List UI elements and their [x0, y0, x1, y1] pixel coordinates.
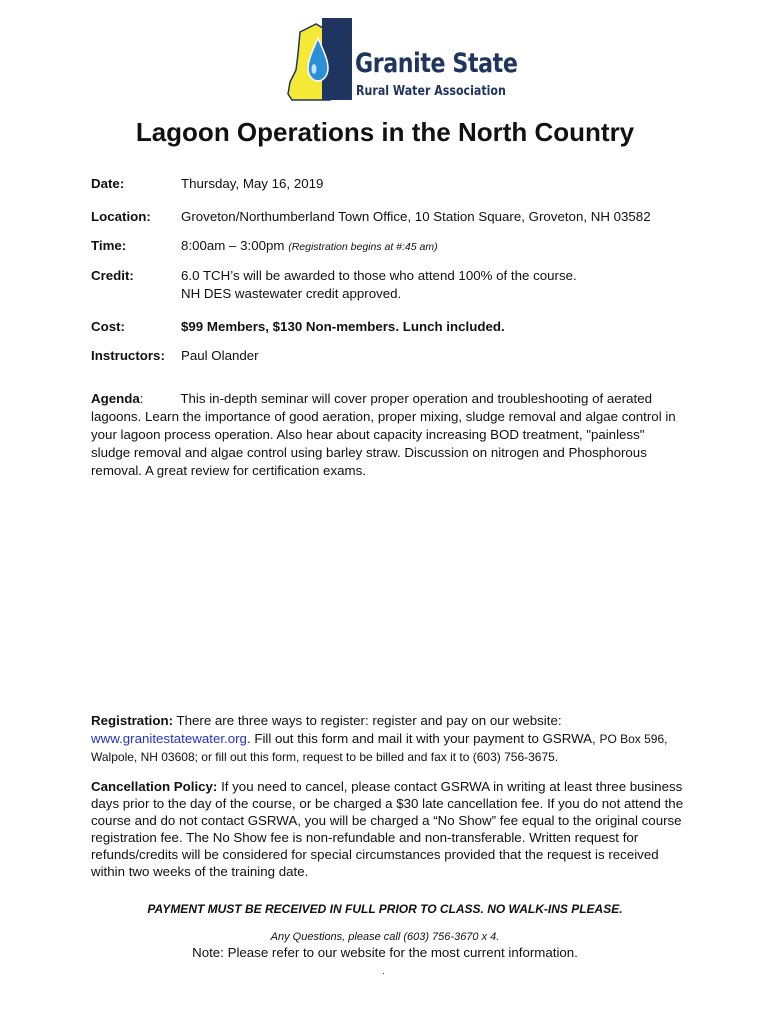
location-value: Groveton/Northumberland Town Office, 10 Station Square, Groveton, NH 03582 — [181, 209, 651, 224]
website-link[interactable]: www.granitestatewater.org — [91, 731, 247, 746]
time-label: Time: — [91, 238, 127, 253]
instructors-label: Instructors: — [91, 348, 165, 363]
trailing-mark: . — [382, 966, 385, 977]
page-title: Lagoon Operations in the North Country — [135, 117, 635, 147]
credit-label: Credit: — [91, 268, 134, 283]
cost-label: Cost: — [91, 319, 125, 334]
registration-text-3: Walpole, NH 03608; or fill out this form, request to be billed and fax it to (603) 756-3675. — [91, 750, 559, 764]
logo-subtitle: Rural Water Association — [356, 84, 506, 99]
time-value-wrap — [181, 237, 438, 256]
questions-line: Any Questions, please call (603) 756-3670 x 4. — [270, 931, 500, 943]
instructors-value: Paul Olander — [181, 348, 259, 363]
time-note: (Registration begins at #:45 am) — [288, 241, 438, 253]
agenda-text: This in-depth seminar will cover proper operation and troubleshooting of aerated lagoons. Learn the importance of good aeration, proper mixing, sludge removal and algae control in your lagoon process operation. Also hear about capacity increasing BOD treatment, "painless" sludge removal and algae control using barley straw. Discussion on nitrogen and Phosphorous removal. A great review for certification exams. — [91, 391, 676, 478]
cancellation-text: If you need to cancel, please contact GSRWA in writing at least three business days prior to the day of the course, or be charged a $30 late cancellation fee. If you do not attend the course and do not contact GSRWA, you will be charged a “No Show” fee equal to the original course registration fee. The No Show fee is non-refundable and non-transferable. Written request for refunds/credits will be considered for special circumstances provided that the request is received within two weeks of the training date. — [91, 779, 684, 879]
registration-intro: There are three ways to register: register and pay on our website: — [176, 713, 562, 728]
time-value: 8:00am – 3:00pm — [181, 238, 285, 253]
registration-text-2: PO Box 596, — [599, 732, 668, 746]
cost-value: $99 Members, $130 Non-members. Lunch included. — [181, 319, 505, 334]
registration-text-1: . Fill out this form and mail it with your payment to GSRWA, — [246, 731, 596, 746]
registration-section — [91, 712, 691, 766]
cancellation-section — [91, 778, 691, 880]
website-note: Note: Please refer to our website for the most current information. — [192, 945, 578, 960]
cancellation-label: Cancellation Policy: — [91, 779, 218, 794]
logo-name: Granite State — [355, 48, 518, 79]
credit-line-1: 6.0 TCH’s will be awarded to those who attend 100% of the course. — [181, 268, 577, 283]
registration-label: Registration: — [91, 713, 174, 728]
location-label: Location: — [91, 209, 151, 224]
date-value: Thursday, May 16, 2019 — [181, 176, 324, 191]
credit-line-2: NH DES wastewater credit approved. — [181, 286, 402, 301]
date-label: Date: — [91, 176, 125, 191]
agenda-label: Agenda — [91, 391, 140, 406]
agenda-section: Agenda: This in-depth seminar will cover proper operation and troubleshooting of aerated lagoons. Learn the importance of good aeration, proper mixing, sludge removal and algae control in your lagoon process operation. Also hear about capacity increasing BOD treatment, "painless" sludge removal and algae control using barley straw. Discussion on nitrogen and Phosphorous removal. A great review for certification exams. — [91, 391, 676, 478]
payment-notice: PAYMENT MUST BE RECEIVED IN FULL PRIOR TO CLASS. NO WALK-INS PLEASE. — [147, 902, 623, 916]
